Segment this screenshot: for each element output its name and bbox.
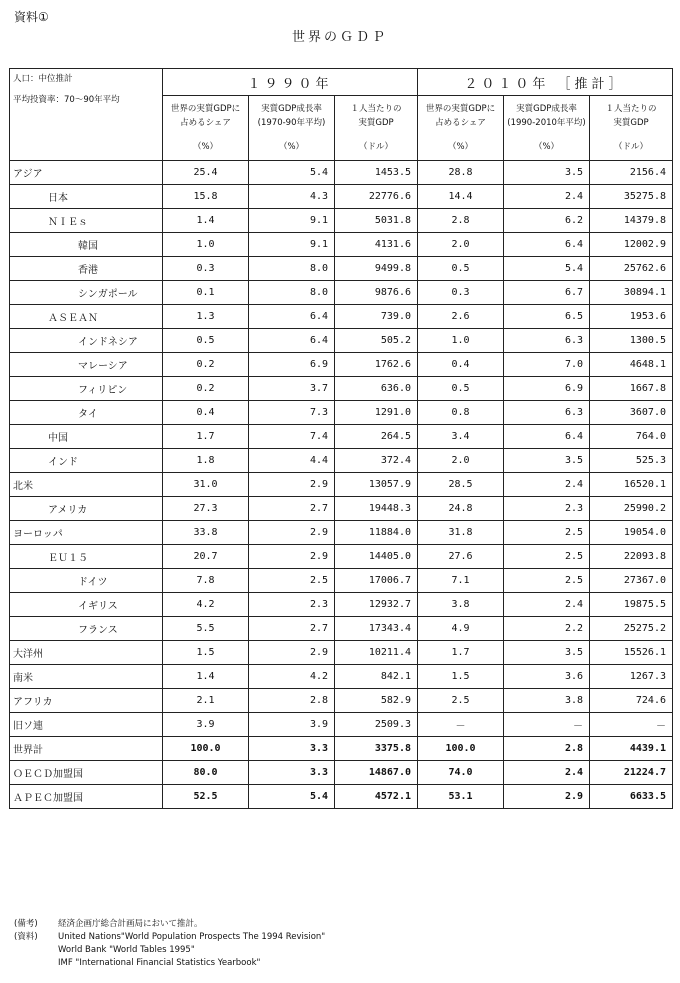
gdp-table-body <box>10 161 673 809</box>
value-cell: 7.1 <box>418 569 504 593</box>
footnote-row: World Bank "World Tables 1995" <box>58 945 195 955</box>
value-cell: 6.4 <box>504 233 590 257</box>
value-cell: 6.7 <box>504 281 590 305</box>
value-cell: 14379.8 <box>590 209 673 233</box>
table-row <box>10 449 673 473</box>
value-cell: 25990.2 <box>590 497 673 521</box>
value-cell: 0.8 <box>418 401 504 425</box>
value-cell: 0.5 <box>418 257 504 281</box>
value-cell: 3.8 <box>418 593 504 617</box>
value-cell: 0.4 <box>418 353 504 377</box>
value-cell: 4572.1 <box>335 785 418 809</box>
value-cell: 2.2 <box>504 617 590 641</box>
region-name: ＯＥＣＤ加盟国 <box>10 761 163 785</box>
value-cell: 15.8 <box>163 185 249 209</box>
value-cell: 1.7 <box>163 425 249 449</box>
footnote-row: (備考) 経済企画庁総合計画局において推計。 <box>14 919 203 929</box>
value-cell: 1.7 <box>418 641 504 665</box>
table-row <box>10 473 673 497</box>
value-cell: 14.4 <box>418 185 504 209</box>
value-cell: 2.8 <box>418 209 504 233</box>
table-row <box>10 377 673 401</box>
value-cell: 842.1 <box>335 665 418 689</box>
value-cell: 35275.8 <box>590 185 673 209</box>
value-cell: 22776.6 <box>335 185 418 209</box>
value-cell: 3.8 <box>504 689 590 713</box>
region-name: マレーシア <box>10 353 163 377</box>
table-row <box>10 185 673 209</box>
region-name: 中国 <box>10 425 163 449</box>
value-cell: 4.3 <box>249 185 335 209</box>
value-cell: 3.6 <box>504 665 590 689</box>
header-note-population: 人口：中位推計 <box>13 74 73 84</box>
value-cell: 2.9 <box>249 641 335 665</box>
value-cell: 2.5 <box>418 689 504 713</box>
value-cell: 9876.6 <box>335 281 418 305</box>
value-cell: 3.5 <box>504 641 590 665</box>
region-name: フィリピン <box>10 377 163 401</box>
value-cell: 764.0 <box>590 425 673 449</box>
table-row <box>10 401 673 425</box>
value-cell: 1.4 <box>163 209 249 233</box>
region-name: シンガポール <box>10 281 163 305</box>
value-cell: 9.1 <box>249 209 335 233</box>
value-cell: 1267.3 <box>590 665 673 689</box>
value-cell: 4.9 <box>418 617 504 641</box>
value-cell: 9.1 <box>249 233 335 257</box>
value-cell: 2.6 <box>418 305 504 329</box>
value-cell: 505.2 <box>335 329 418 353</box>
value-cell: 33.8 <box>163 521 249 545</box>
table-row <box>10 689 673 713</box>
column-header: 世界の実質GDPに 占めるシェア （%） <box>163 96 249 161</box>
value-cell: － <box>590 713 673 737</box>
value-cell: － <box>418 713 504 737</box>
value-cell: 2.9 <box>249 545 335 569</box>
value-cell: 2.8 <box>504 737 590 761</box>
value-cell: 9499.8 <box>335 257 418 281</box>
value-cell: 2.4 <box>504 593 590 617</box>
value-cell: 3.5 <box>504 161 590 185</box>
value-cell: 14867.0 <box>335 761 418 785</box>
footnotes <box>14 918 325 970</box>
region-name: フランス <box>10 617 163 641</box>
value-cell: 3.4 <box>418 425 504 449</box>
table-row <box>10 281 673 305</box>
header-notes <box>10 69 163 161</box>
value-cell: 17006.7 <box>335 569 418 593</box>
value-cell: 80.0 <box>163 761 249 785</box>
value-cell: － <box>504 713 590 737</box>
value-cell: 27.6 <box>418 545 504 569</box>
year-2010-header: ２０１０年 ［推計］ <box>418 69 673 96</box>
value-cell: 7.3 <box>249 401 335 425</box>
value-cell: 1667.8 <box>590 377 673 401</box>
table-row <box>10 497 673 521</box>
footnote-row: (資料) United Nations"World Population Prospects The 1994 Revision" <box>14 932 326 942</box>
table-row <box>10 665 673 689</box>
value-cell: 3375.8 <box>335 737 418 761</box>
value-cell: 2156.4 <box>590 161 673 185</box>
value-cell: 3.7 <box>249 377 335 401</box>
region-name: アジア <box>10 161 163 185</box>
value-cell: 19875.5 <box>590 593 673 617</box>
column-header: １人当たりの 実質GDP （ドル） <box>590 96 673 161</box>
value-cell: 10211.4 <box>335 641 418 665</box>
value-cell: 3.3 <box>249 737 335 761</box>
value-cell: 19054.0 <box>590 521 673 545</box>
value-cell: 22093.8 <box>590 545 673 569</box>
value-cell: 3.9 <box>163 713 249 737</box>
region-name: アフリカ <box>10 689 163 713</box>
value-cell: 525.3 <box>590 449 673 473</box>
value-cell: 5.4 <box>249 161 335 185</box>
value-cell: 2.5 <box>504 545 590 569</box>
value-cell: 0.4 <box>163 401 249 425</box>
value-cell: 582.9 <box>335 689 418 713</box>
value-cell: 0.1 <box>163 281 249 305</box>
value-cell: 5031.8 <box>335 209 418 233</box>
value-cell: 4.2 <box>163 593 249 617</box>
value-cell: 2.8 <box>249 689 335 713</box>
value-cell: 25762.6 <box>590 257 673 281</box>
value-cell: 5.5 <box>163 617 249 641</box>
value-cell: 3.5 <box>504 449 590 473</box>
value-cell: 74.0 <box>418 761 504 785</box>
value-cell: 6.4 <box>249 305 335 329</box>
value-cell: 13057.9 <box>335 473 418 497</box>
value-cell: 53.1 <box>418 785 504 809</box>
table-row <box>10 329 673 353</box>
value-cell: 6.4 <box>249 329 335 353</box>
value-cell: 6.9 <box>504 377 590 401</box>
value-cell: 1953.6 <box>590 305 673 329</box>
region-name: 旧ソ連 <box>10 713 163 737</box>
value-cell: 2.0 <box>418 233 504 257</box>
table-row <box>10 593 673 617</box>
region-name: タイ <box>10 401 163 425</box>
value-cell: 4439.1 <box>590 737 673 761</box>
value-cell: 0.5 <box>418 377 504 401</box>
value-cell: 7.0 <box>504 353 590 377</box>
value-cell: 2.9 <box>249 521 335 545</box>
value-cell: 1.5 <box>418 665 504 689</box>
value-cell: 15526.1 <box>590 641 673 665</box>
region-name: ＥＵ１５ <box>10 545 163 569</box>
value-cell: 12002.9 <box>590 233 673 257</box>
value-cell: 1291.0 <box>335 401 418 425</box>
region-name: 世界計 <box>10 737 163 761</box>
column-header: 実質GDP成長率 (1990-2010年平均) （%） <box>504 96 590 161</box>
table-row <box>10 569 673 593</box>
value-cell: 1453.5 <box>335 161 418 185</box>
value-cell: 2.9 <box>504 785 590 809</box>
table-row <box>10 713 673 737</box>
value-cell: 6633.5 <box>590 785 673 809</box>
value-cell: 636.0 <box>335 377 418 401</box>
region-name: 大洋州 <box>10 641 163 665</box>
value-cell: 2.4 <box>504 185 590 209</box>
table-row <box>10 617 673 641</box>
value-cell: 100.0 <box>418 737 504 761</box>
value-cell: 17343.4 <box>335 617 418 641</box>
gdp-table <box>9 68 673 809</box>
footnote-row: IMF "International Financial Statistics Yearbook" <box>58 958 261 968</box>
value-cell: 2.7 <box>249 617 335 641</box>
region-name: インドネシア <box>10 329 163 353</box>
value-cell: 1762.6 <box>335 353 418 377</box>
region-name: ＡＰＥＣ加盟国 <box>10 785 163 809</box>
year-1990-header: １９９０年 <box>163 69 418 96</box>
value-cell: 2.5 <box>504 569 590 593</box>
table-row <box>10 521 673 545</box>
value-cell: 25275.2 <box>590 617 673 641</box>
value-cell: 3607.0 <box>590 401 673 425</box>
value-cell: 25.4 <box>163 161 249 185</box>
table-row <box>10 233 673 257</box>
value-cell: 3.3 <box>249 761 335 785</box>
table-row <box>10 305 673 329</box>
table-row <box>10 761 673 785</box>
value-cell: 4.2 <box>249 665 335 689</box>
value-cell: 3.9 <box>249 713 335 737</box>
header-note-investment: 平均投資率：70～90年平均 <box>13 95 120 105</box>
table-row <box>10 161 673 185</box>
region-name: 韓国 <box>10 233 163 257</box>
value-cell: 1.8 <box>163 449 249 473</box>
table-row <box>10 257 673 281</box>
value-cell: 21224.7 <box>590 761 673 785</box>
value-cell: 4131.6 <box>335 233 418 257</box>
value-cell: 264.5 <box>335 425 418 449</box>
value-cell: 31.8 <box>418 521 504 545</box>
value-cell: 372.4 <box>335 449 418 473</box>
value-cell: 20.7 <box>163 545 249 569</box>
table-row <box>10 545 673 569</box>
value-cell: 7.4 <box>249 425 335 449</box>
value-cell: 0.3 <box>418 281 504 305</box>
value-cell: 1.0 <box>163 233 249 257</box>
value-cell: 19448.3 <box>335 497 418 521</box>
value-cell: 739.0 <box>335 305 418 329</box>
table-row <box>10 641 673 665</box>
region-name: 日本 <box>10 185 163 209</box>
value-cell: 28.8 <box>418 161 504 185</box>
value-cell: 2.4 <box>504 761 590 785</box>
value-cell: 2.1 <box>163 689 249 713</box>
table-row <box>10 353 673 377</box>
value-cell: 11884.0 <box>335 521 418 545</box>
value-cell: 6.3 <box>504 401 590 425</box>
region-name: ＮＩＥｓ <box>10 209 163 233</box>
region-name: インド <box>10 449 163 473</box>
region-name: ＡＳＥＡＮ <box>10 305 163 329</box>
value-cell: 27.3 <box>163 497 249 521</box>
value-cell: 5.4 <box>249 785 335 809</box>
value-cell: 2.7 <box>249 497 335 521</box>
region-name: アメリカ <box>10 497 163 521</box>
value-cell: 28.5 <box>418 473 504 497</box>
value-cell: 5.4 <box>504 257 590 281</box>
value-cell: 2.3 <box>249 593 335 617</box>
value-cell: 2.5 <box>504 521 590 545</box>
value-cell: 2.9 <box>249 473 335 497</box>
value-cell: 4.4 <box>249 449 335 473</box>
value-cell: 1.5 <box>163 641 249 665</box>
value-cell: 24.8 <box>418 497 504 521</box>
value-cell: 724.6 <box>590 689 673 713</box>
region-name: 香港 <box>10 257 163 281</box>
document-label: 資料① <box>14 10 49 24</box>
value-cell: 1.0 <box>418 329 504 353</box>
table-row <box>10 425 673 449</box>
value-cell: 30894.1 <box>590 281 673 305</box>
table-row <box>10 737 673 761</box>
value-cell: 6.3 <box>504 329 590 353</box>
value-cell: 2.3 <box>504 497 590 521</box>
value-cell: 12932.7 <box>335 593 418 617</box>
value-cell: 6.5 <box>504 305 590 329</box>
value-cell: 8.0 <box>249 257 335 281</box>
value-cell: 0.3 <box>163 257 249 281</box>
page-title: 世界のＧＤＰ <box>291 30 388 45</box>
value-cell: 2.5 <box>249 569 335 593</box>
value-cell: 1.4 <box>163 665 249 689</box>
value-cell: 16520.1 <box>590 473 673 497</box>
value-cell: 31.0 <box>163 473 249 497</box>
value-cell: 0.2 <box>163 353 249 377</box>
table-row <box>10 785 673 809</box>
value-cell: 6.9 <box>249 353 335 377</box>
value-cell: 6.2 <box>504 209 590 233</box>
value-cell: 14405.0 <box>335 545 418 569</box>
region-name: ドイツ <box>10 569 163 593</box>
column-header: １人当たりの 実質GDP （ドル） <box>335 96 418 161</box>
value-cell: 100.0 <box>163 737 249 761</box>
region-name: ヨーロッパ <box>10 521 163 545</box>
region-name: 北米 <box>10 473 163 497</box>
value-cell: 52.5 <box>163 785 249 809</box>
value-cell: 0.5 <box>163 329 249 353</box>
value-cell: 1300.5 <box>590 329 673 353</box>
value-cell: 4648.1 <box>590 353 673 377</box>
value-cell: 8.0 <box>249 281 335 305</box>
value-cell: 2.4 <box>504 473 590 497</box>
value-cell: 7.8 <box>163 569 249 593</box>
value-cell: 27367.0 <box>590 569 673 593</box>
table-row <box>10 209 673 233</box>
region-name: 南米 <box>10 665 163 689</box>
value-cell: 2.0 <box>418 449 504 473</box>
value-cell: 0.2 <box>163 377 249 401</box>
column-header: 世界の実質GDPに 占めるシェア （%） <box>418 96 504 161</box>
column-header: 実質GDP成長率 (1970-90年平均) （%） <box>249 96 335 161</box>
region-name: イギリス <box>10 593 163 617</box>
value-cell: 2509.3 <box>335 713 418 737</box>
value-cell: 1.3 <box>163 305 249 329</box>
value-cell: 6.4 <box>504 425 590 449</box>
